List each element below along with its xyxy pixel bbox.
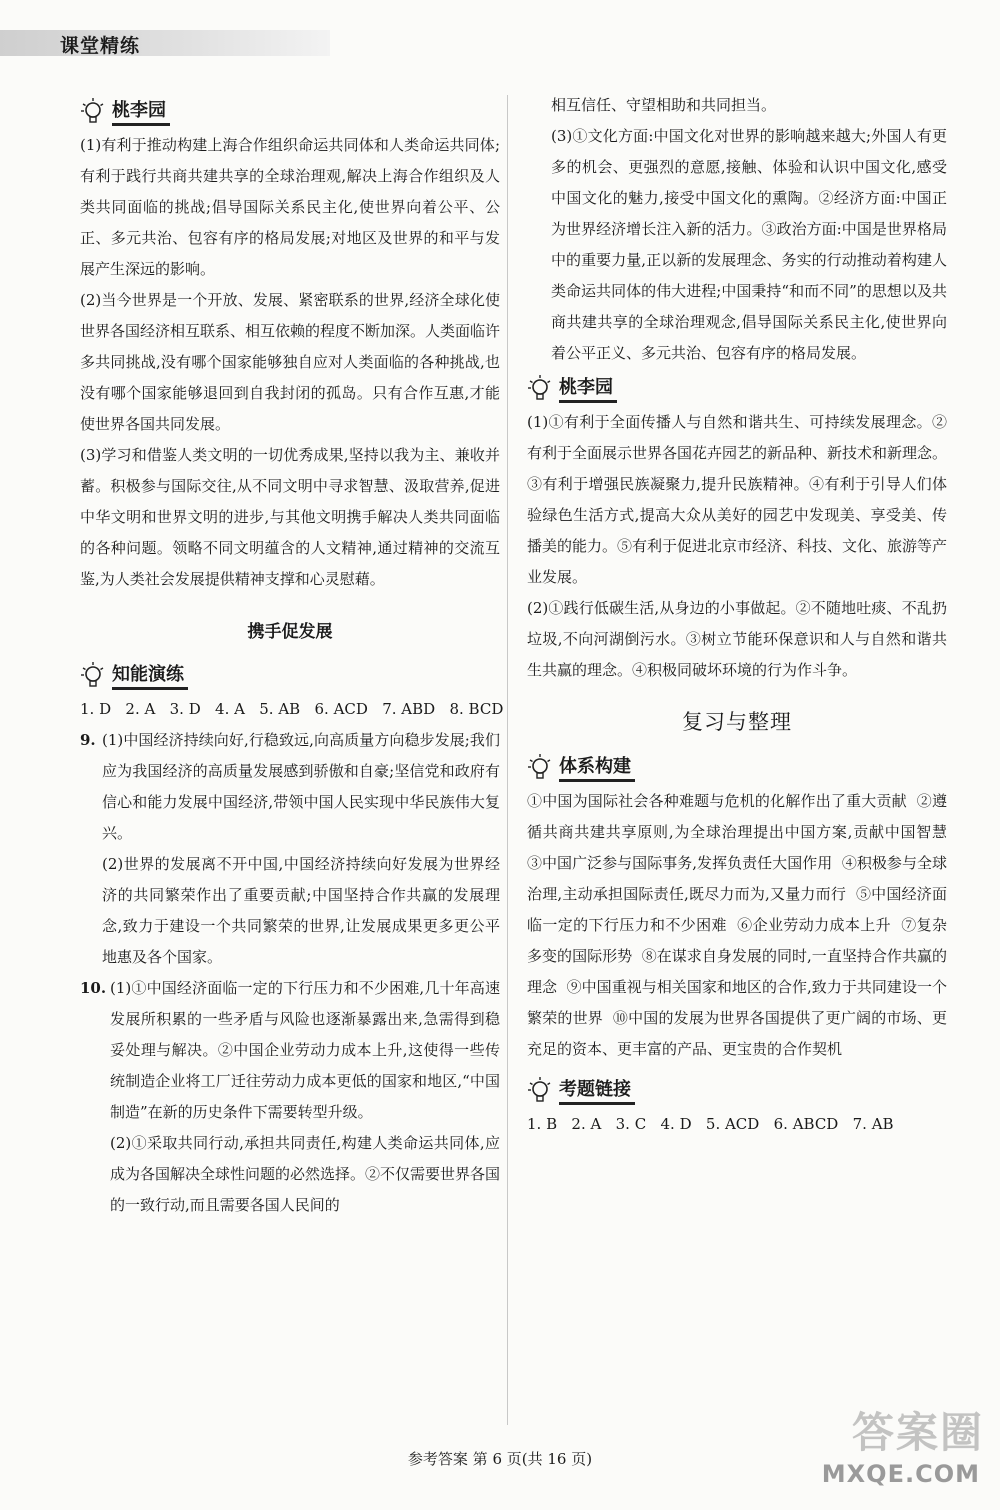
choice-answers: 1. B 2. A 3. C 4. D 5. ACD 6. ABCD 7. AB bbox=[527, 1115, 894, 1133]
lesson-title: 携手促发展 bbox=[247, 622, 333, 642]
section-header-taoliyuan-1 bbox=[80, 92, 500, 126]
choice-answers: 1. D 2. A 3. D 4. A 5. AB 6. ACD 7. ABD 8. BCD bbox=[80, 700, 504, 718]
paragraph: (1)有利于推动构建上海合作组织命运共同体和人类命运共同体;有利于践行共商共建共享的全球治理观,解决上海合作组织及人类共同面临的挑战;倡导国际关系民主化,使世界向着公平、公正、多元共治、包容有序的格局发展;对地区及世界的和平与发展产生深远的影响。 bbox=[80, 136, 500, 278]
question-9 bbox=[80, 725, 500, 973]
section-title: 知能演练 bbox=[112, 664, 188, 690]
paragraph: (2)世界的发展离不开中国,中国经济持续向好发展为世界经济的共同繁荣作出了重要贡献;中国坚持合作共赢的发展理念,致力于建设一个共同繁荣的世界,让发展成果更多更公平地惠及各个国家。 bbox=[102, 855, 500, 966]
paragraph: (3)①文化方面:中国文化对世界的影响越来越大;外国人有更多的机会、更强烈的意愿,接触、体验和认识中国文化,感受中国文化的魅力,接受中国文化的熏陶。②经济方面:中国正为世界经济增长注入新的活力。③政治方面:中国是世界格局中的重要力量,正以新的发展理念、务实的行动推动着构建人类命运共同体的伟大进程;中国秉持“和而不同”的思想以及共商共建共享的全球治理观念,倡导国际关系民主化,使世界向着公平正义、多元共治、包容有序的格局发展。 bbox=[551, 127, 947, 362]
question-10 bbox=[80, 973, 500, 1221]
paragraph: (2)当今世界是一个开放、发展、紧密联系的世界,经济全球化使世界各国经济相互联系、相互依赖的程度不断加深。人类面临许多共同挑战,没有哪个国家能够独自应对人类面临的各种挑战,也没有哪个国家能够退回到自我封闭的孤岛。只有合作互惠,才能使世界各国共同发展。 bbox=[80, 291, 501, 433]
section-title: 体系构建 bbox=[559, 756, 635, 782]
paragraph: (1)①中国经济面临一定的下行压力和不少困难,几十年高速发展所积累的一些矛盾与风险也逐渐暴露出来,急需得到稳妥处理与解决。②中国企业劳动力成本上升,这使得一些传统制造企业将工厂迁往劳动力成本更低的国家和地区,“中国制造”在新的历史条件下需要转型升级。 bbox=[110, 979, 500, 1121]
lightbulb-icon bbox=[527, 752, 555, 782]
section-title: 桃李园 bbox=[112, 100, 170, 126]
column-divider bbox=[507, 95, 508, 1425]
question-number: 9. bbox=[80, 731, 96, 749]
page-footer: 参考答案 第 6 页(共 16 页) bbox=[407, 1450, 593, 1468]
lightbulb-icon bbox=[527, 373, 555, 403]
section-header-kaoti bbox=[527, 1071, 947, 1105]
section-header-zhineng bbox=[80, 656, 500, 690]
section-header-taoliyuan-2 bbox=[527, 369, 947, 403]
watermark-site: MXQE.COM bbox=[821, 1460, 980, 1488]
right-column bbox=[527, 90, 957, 1140]
review-title: 复习与整理 bbox=[682, 710, 792, 734]
page-header-title: 课堂精练 bbox=[60, 35, 141, 57]
paragraph: 相互信任、守望相助和共同担当。 bbox=[551, 96, 777, 114]
paragraph: (3)学习和借鉴人类文明的一切优秀成果,坚持以我为主、兼收并蓄。积极参与国际交往,从不同文明中寻求智慧、汲取营养,促进中华文明和世界文明的进步,与其他文明携手解决人类共同面临的各种问题。领略不同文明蕴含的人文精神,通过精神的交流互鉴,为人类社会发展提供精神支撑和心灵慰藉。 bbox=[80, 446, 500, 588]
lightbulb-icon bbox=[80, 96, 108, 126]
paragraph: ①中国为国际社会各种难题与危机的化解作出了重大贡献 ②遵循共商共建共享原则,为全球治理提出中国方案,贡献中国智慧 ③中国广泛参与国际事务,发挥负责任大国作用 ④积极参与全球治理,主动承担国际责任,既尽力而为,又量力而行 ⑤中国经济面临一定的下行压力和不少困难 ⑥企业劳动力成本上升 ⑦复杂多变的国际形势 ⑧在谋求自身发展的同时,一直坚持合作共赢的理念 ⑨中国重视与相关国家和地区的合作,致力于共同建设一个繁荣的世界 ⑩中国的发展为世界各国提供了更广阔的市场、更充足的资本、更丰富的产品、更宝贵的合作契机 bbox=[527, 792, 957, 1058]
left-column bbox=[80, 92, 504, 1221]
lightbulb-icon bbox=[80, 660, 108, 690]
paragraph: (1)①有利于全面传播人与自然和谐共生、可持续发展理念。②有利于全面展示世界各国花卉园艺的新品种、新技术和新理念。③有利于增强民族凝聚力,提升民族精神。④有利于引导人们体验绿色生活方式,提高大众从美好的园艺中发现美、享受美、传播美的能力。⑤有利于促进北京市经济、科技、文化、旅游等产业发展。 bbox=[527, 413, 948, 586]
paragraph: (2)①践行低碳生活,从身边的小事做起。②不随地吐痰、不乱扔垃圾,不向河湖倒污水。③树立节能环保意识和人与自然和谐共生共赢的理念。④积极同破坏环境的行为作斗争。 bbox=[527, 599, 947, 679]
watermark-logo: 答案圈 bbox=[851, 1408, 984, 1457]
paragraph: (2)①采取共同行动,承担共同责任,构建人类命运共同体,应成为各国解决全球性问题的必然选择。②不仅需要世界各国的一致行动,而且需要各国人民间的 bbox=[110, 1134, 501, 1214]
lightbulb-icon bbox=[527, 1075, 555, 1105]
paragraph: (1)中国经济持续向好,行稳致远,向高质量方向稳步发展;我们应为我国经济的高质量发展感到骄傲和自豪;坚信党和政府有信心和能力发展中国经济,带领中国人民实现中华民族伟大复兴。 bbox=[102, 731, 500, 842]
header-band bbox=[0, 30, 330, 56]
section-header-tixi bbox=[527, 748, 947, 782]
question-number: 10. bbox=[80, 979, 107, 997]
section-title: 考题链接 bbox=[559, 1079, 635, 1105]
section-title: 桃李园 bbox=[559, 377, 617, 403]
